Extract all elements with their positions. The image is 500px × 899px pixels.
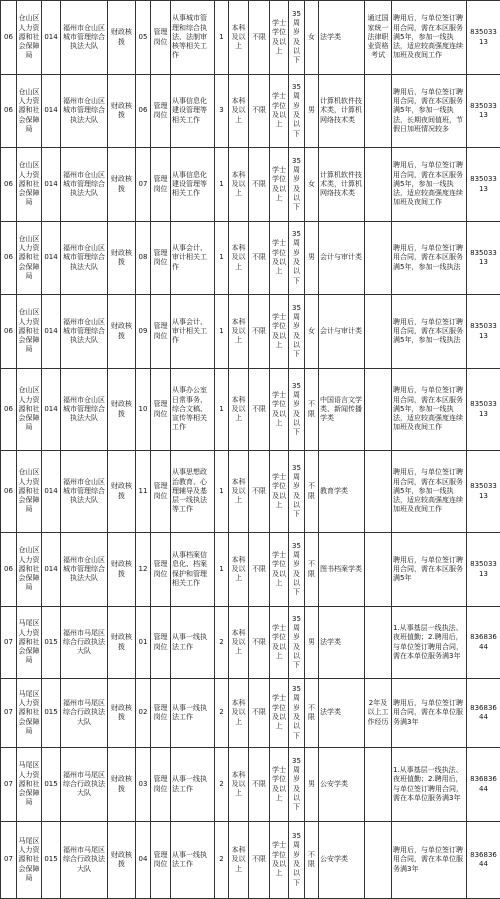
cell-education: 本科及以上 <box>229 148 249 222</box>
cell-gender: 不限 <box>305 533 319 607</box>
cell-post-duty: 从事档案信息化、档案保护和管理相关工作 <box>171 533 215 607</box>
cell-post-duty: 从事一线执法工作 <box>171 607 215 679</box>
table-row <box>1 451 500 533</box>
cell-recruiter: 仓山区人力资源和社会保障局 <box>17 148 42 222</box>
cell-post-duty: 从事城市管理和综合执法、法制审核等相关工作 <box>171 1 215 75</box>
cell-notes: 聘用后，与单位签订聘用合同，需在本区服务满5年，参加一线执法，适应较高强度连续加班及夜间工作 <box>392 148 467 222</box>
cell-recruiter: 马尾区人力资源和社会保障局 <box>17 679 42 748</box>
table-row <box>1 607 500 679</box>
cell-degree: 学士学位及以上 <box>270 1 289 75</box>
cell-education: 本科及以上 <box>229 822 249 899</box>
cell-post-code: 01 <box>136 607 151 679</box>
cell-post-type: 管理岗位 <box>151 1 171 75</box>
cell-degree: 学士学位及以上 <box>270 222 289 295</box>
cell-post-duty: 从事办公室日常事务、综合文稿、宣传等相关工作 <box>171 369 215 451</box>
cell-funding-type: 财政核拨 <box>108 222 136 295</box>
cell-other-req <box>365 369 392 451</box>
table-row <box>1 295 500 369</box>
cell-gender: 女 <box>305 1 319 75</box>
cell-age-limit: 35周岁及以下 <box>289 295 305 369</box>
cell-age-req: 不限 <box>249 533 270 607</box>
cell-hire-count: 2 <box>215 822 229 899</box>
cell-phone: 83683644 <box>467 679 500 748</box>
cell-education: 本科及以上 <box>229 679 249 748</box>
cell-recruiter: 仓山区人力资源和社会保障局 <box>17 75 42 148</box>
cell-education: 本科及以上 <box>229 607 249 679</box>
cell-age-req: 不限 <box>249 222 270 295</box>
cell-education: 本科及以上 <box>229 451 249 533</box>
cell-hire-count: 3 <box>215 75 229 148</box>
cell-region-code: 06 <box>1 451 17 533</box>
cell-recruiter: 马尾区人力资源和社会保障局 <box>17 822 42 899</box>
cell-education: 本科及以上 <box>229 295 249 369</box>
cell-post-type: 管理岗位 <box>151 748 171 822</box>
cell-notes: 聘用后，与单位签订聘用合同，需在本区服务满5年，参加一线执法，适应较高强度连续加班及夜间工作 <box>392 451 467 533</box>
cell-age-req: 不限 <box>249 295 270 369</box>
cell-age-limit: 35周岁及以下 <box>289 607 305 679</box>
cell-major: 会计与审计类 <box>319 222 365 295</box>
cell-major: 中国语言文学类、新闻传播学类 <box>319 369 365 451</box>
cell-gender: 不限 <box>305 679 319 748</box>
cell-phone: 83503313 <box>467 222 500 295</box>
cell-other-req <box>365 222 392 295</box>
cell-major: 图书档案学类 <box>319 533 365 607</box>
cell-phone: 83683644 <box>467 748 500 822</box>
cell-major: 法学类 <box>319 607 365 679</box>
cell-degree: 学士学位及以上 <box>270 748 289 822</box>
cell-unit-code: 014 <box>42 148 61 222</box>
cell-age-req: 不限 <box>249 679 270 748</box>
cell-region-code: 06 <box>1 1 17 75</box>
cell-unit-code: 014 <box>42 295 61 369</box>
cell-post-code: 09 <box>136 295 151 369</box>
cell-post-duty: 从事思想政治教育、心理辅导及基层一线执法等工作 <box>171 451 215 533</box>
cell-funding-type: 财政核拨 <box>108 369 136 451</box>
cell-age-limit: 35周岁及以下 <box>289 222 305 295</box>
cell-notes: 聘用后，与单位签订聘用合同，需在本单位服务满3年 <box>392 822 467 899</box>
cell-post-duty: 从事会计、审计相关工作 <box>171 222 215 295</box>
cell-other-req <box>365 295 392 369</box>
cell-age-limit: 35周岁及以下 <box>289 451 305 533</box>
cell-post-duty: 从事会计、审计相关工作 <box>171 295 215 369</box>
cell-region-code: 06 <box>1 148 17 222</box>
cell-unit-code: 014 <box>42 222 61 295</box>
cell-notes: 1.从事基层一线执法、夜班值勤；2.聘用后，与单位签订聘用合同，需在本单位服务满3年 <box>392 748 467 822</box>
cell-recruiter: 仓山区人力资源和社会保障局 <box>17 533 42 607</box>
cell-hire-count: 2 <box>215 748 229 822</box>
cell-unit-name: 福州市马尾区综合行政执法大队 <box>61 679 108 748</box>
cell-gender: 不限 <box>305 369 319 451</box>
cell-unit-name: 福州市仓山区城市管理综合执法大队 <box>61 1 108 75</box>
cell-major: 法学类 <box>319 679 365 748</box>
cell-region-code: 07 <box>1 748 17 822</box>
cell-other-req <box>365 148 392 222</box>
cell-other-req <box>365 607 392 679</box>
cell-hire-count: 2 <box>215 607 229 679</box>
cell-post-duty: 从事一线执法工作 <box>171 679 215 748</box>
cell-funding-type: 财政核拨 <box>108 451 136 533</box>
cell-hire-count: 1 <box>215 451 229 533</box>
cell-hire-count: 1 <box>215 148 229 222</box>
cell-region-code: 06 <box>1 75 17 148</box>
table-row <box>1 369 500 451</box>
cell-recruiter: 马尾区人力资源和社会保障局 <box>17 748 42 822</box>
cell-funding-type: 财政核拨 <box>108 822 136 899</box>
cell-post-code: 04 <box>136 822 151 899</box>
cell-funding-type: 财政核拨 <box>108 295 136 369</box>
cell-funding-type: 财政核拨 <box>108 75 136 148</box>
cell-gender: 男 <box>305 607 319 679</box>
cell-region-code: 06 <box>1 369 17 451</box>
cell-age-req: 不限 <box>249 748 270 822</box>
cell-region-code: 06 <box>1 295 17 369</box>
table-row <box>1 748 500 822</box>
cell-phone: 83503313 <box>467 451 500 533</box>
cell-age-limit: 35周岁及以下 <box>289 75 305 148</box>
cell-notes: 聘用后，与单位签订聘用合同，需在本区服务满5年，参加一线执法 <box>392 222 467 295</box>
cell-notes: 聘用后，与单位签订聘用合同，需在本区服务满5年，参加一线执法，长期夜间值班，节假日加班情况较多 <box>392 75 467 148</box>
cell-region-code: 06 <box>1 222 17 295</box>
cell-post-code: 05 <box>136 1 151 75</box>
cell-notes: 聘用后，与单位签订聘用合同，需在本区服务满5年，参加一线执法 <box>392 295 467 369</box>
cell-unit-name: 福州市仓山区城市管理综合执法大队 <box>61 148 108 222</box>
cell-gender: 不限 <box>305 822 319 899</box>
cell-major: 会计与审计类 <box>319 295 365 369</box>
cell-unit-name: 福州市马尾区综合行政执法大队 <box>61 607 108 679</box>
cell-major: 教育学类 <box>319 451 365 533</box>
cell-major: 法学类 <box>319 1 365 75</box>
cell-hire-count: 1 <box>215 222 229 295</box>
cell-funding-type: 财政核拨 <box>108 679 136 748</box>
cell-post-duty: 从事一线执法工作 <box>171 822 215 899</box>
cell-degree: 学士学位及以上 <box>270 451 289 533</box>
cell-gender: 女 <box>305 295 319 369</box>
cell-other-req <box>365 75 392 148</box>
table-row <box>1 222 500 295</box>
cell-notes: 聘用后，与单位签订聘用合同，需在本区服务满5年，参加一线执法，适应较高强度连续加班及夜间工作 <box>392 1 467 75</box>
cell-notes: 1.从事基层一线执法、夜班值勤；2.聘用后，与单位签订聘用合同，需在本单位服务满3年 <box>392 607 467 679</box>
cell-gender: 男 <box>305 222 319 295</box>
cell-notes: 聘用后，与单位签订聘用合同，需在本单位服务满3年 <box>392 679 467 748</box>
cell-post-code: 02 <box>136 679 151 748</box>
cell-region-code: 07 <box>1 679 17 748</box>
cell-phone: 83503313 <box>467 533 500 607</box>
table-row <box>1 822 500 899</box>
cell-unit-name: 福州市马尾区综合行政执法大队 <box>61 822 108 899</box>
cell-age-limit: 35周岁及以下 <box>289 1 305 75</box>
cell-post-type: 管理岗位 <box>151 451 171 533</box>
cell-age-req: 不限 <box>249 148 270 222</box>
cell-gender: 男 <box>305 748 319 822</box>
cell-post-type: 管理岗位 <box>151 822 171 899</box>
cell-education: 本科及以上 <box>229 1 249 75</box>
cell-age-req: 不限 <box>249 607 270 679</box>
table-row <box>1 75 500 148</box>
cell-recruiter: 仓山区人力资源和社会保障局 <box>17 451 42 533</box>
cell-unit-code: 015 <box>42 679 61 748</box>
cell-hire-count: 1 <box>215 533 229 607</box>
cell-unit-code: 014 <box>42 75 61 148</box>
cell-funding-type: 财政核拨 <box>108 533 136 607</box>
cell-degree: 学士学位及以上 <box>270 75 289 148</box>
cell-funding-type: 财政核拨 <box>108 1 136 75</box>
cell-post-code: 08 <box>136 222 151 295</box>
cell-other-req <box>365 451 392 533</box>
cell-post-code: 12 <box>136 533 151 607</box>
cell-education: 本科及以上 <box>229 369 249 451</box>
cell-education: 本科及以上 <box>229 533 249 607</box>
cell-phone: 83683644 <box>467 607 500 679</box>
cell-unit-name: 福州市仓山区城市管理综合执法大队 <box>61 222 108 295</box>
cell-funding-type: 财政核拨 <box>108 148 136 222</box>
cell-unit-code: 015 <box>42 822 61 899</box>
cell-phone: 83503313 <box>467 148 500 222</box>
cell-degree: 学士学位及以上 <box>270 295 289 369</box>
cell-other-req <box>365 748 392 822</box>
cell-unit-name: 福州市仓山区城市管理综合执法大队 <box>61 533 108 607</box>
cell-education: 本科及以上 <box>229 75 249 148</box>
cell-age-limit: 35周岁及以下 <box>289 533 305 607</box>
cell-age-limit: 35周岁及以下 <box>289 679 305 748</box>
cell-notes: 聘用后，与单位签订聘用合同，需在本区服务满5年 <box>392 533 467 607</box>
cell-degree: 学士学位及以上 <box>270 533 289 607</box>
cell-post-code: 03 <box>136 748 151 822</box>
cell-other-req <box>365 822 392 899</box>
cell-post-code: 10 <box>136 369 151 451</box>
cell-post-type: 管理岗位 <box>151 533 171 607</box>
cell-age-req: 不限 <box>249 1 270 75</box>
cell-region-code: 07 <box>1 822 17 899</box>
cell-age-limit: 35周岁及以下 <box>289 369 305 451</box>
cell-age-req: 不限 <box>249 451 270 533</box>
cell-other-req: 通过国家统一法律职业资格考试 <box>365 1 392 75</box>
cell-degree: 学士学位及以上 <box>270 679 289 748</box>
cell-unit-code: 015 <box>42 607 61 679</box>
cell-hire-count: 2 <box>215 679 229 748</box>
cell-age-req: 不限 <box>249 75 270 148</box>
cell-age-limit: 35周岁及以下 <box>289 748 305 822</box>
cell-education: 本科及以上 <box>229 748 249 822</box>
cell-post-type: 管理岗位 <box>151 679 171 748</box>
cell-other-req: 2年及以上工作经历 <box>365 679 392 748</box>
table-row <box>1 1 500 75</box>
cell-unit-name: 福州市马尾区综合行政执法大队 <box>61 748 108 822</box>
cell-post-duty: 从事一线执法工作 <box>171 748 215 822</box>
cell-post-duty: 从事信息化建设管理等相关工作 <box>171 148 215 222</box>
cell-unit-code: 014 <box>42 369 61 451</box>
cell-post-type: 管理岗位 <box>151 148 171 222</box>
cell-recruiter: 马尾区人力资源和社会保障局 <box>17 607 42 679</box>
cell-degree: 学士学位及以上 <box>270 822 289 899</box>
cell-unit-code: 014 <box>42 533 61 607</box>
cell-funding-type: 财政核拨 <box>108 607 136 679</box>
table-row <box>1 148 500 222</box>
cell-degree: 学士学位及以上 <box>270 607 289 679</box>
cell-unit-code: 014 <box>42 451 61 533</box>
cell-hire-count: 1 <box>215 369 229 451</box>
table-row <box>1 679 500 748</box>
cell-unit-code: 015 <box>42 748 61 822</box>
cell-unit-name: 福州市仓山区城市管理综合执法大队 <box>61 451 108 533</box>
cell-unit-name: 福州市仓山区城市管理综合执法大队 <box>61 369 108 451</box>
cell-degree: 学士学位及以上 <box>270 148 289 222</box>
cell-funding-type: 财政核拨 <box>108 748 136 822</box>
cell-recruiter: 仓山区人力资源和社会保障局 <box>17 295 42 369</box>
cell-age-req: 不限 <box>249 822 270 899</box>
cell-age-limit: 35周岁及以下 <box>289 822 305 899</box>
cell-age-req: 不限 <box>249 369 270 451</box>
cell-post-code: 07 <box>136 148 151 222</box>
cell-post-code: 11 <box>136 451 151 533</box>
cell-phone: 83683644 <box>467 822 500 899</box>
cell-hire-count: 1 <box>215 295 229 369</box>
cell-region-code: 06 <box>1 533 17 607</box>
table-row <box>1 533 500 607</box>
cell-post-code: 06 <box>136 75 151 148</box>
cell-post-type: 管理岗位 <box>151 295 171 369</box>
cell-recruiter: 仓山区人力资源和社会保障局 <box>17 1 42 75</box>
cell-notes: 聘用后，与单位签订聘用合同，需在本区服务满5年，参加一线执法，适应较高强度连续加班及夜间工作 <box>392 369 467 451</box>
cell-hire-count: 1 <box>215 1 229 75</box>
cell-recruiter: 仓山区人力资源和社会保障局 <box>17 222 42 295</box>
cell-unit-name: 福州市仓山区城市管理综合执法大队 <box>61 75 108 148</box>
cell-major: 计算机软件技术类，计算机网络技术类 <box>319 148 365 222</box>
cell-education: 本科及以上 <box>229 222 249 295</box>
cell-phone: 83503313 <box>467 295 500 369</box>
cell-post-type: 管理岗位 <box>151 75 171 148</box>
cell-phone: 83503313 <box>467 1 500 75</box>
cell-other-req <box>365 533 392 607</box>
cell-post-type: 管理岗位 <box>151 607 171 679</box>
cell-major: 公安学类 <box>319 748 365 822</box>
cell-post-duty: 从事信息化建设管理等相关工作 <box>171 75 215 148</box>
cell-post-type: 管理岗位 <box>151 369 171 451</box>
cell-degree: 学士学位及以上 <box>270 369 289 451</box>
cell-gender: 不限 <box>305 451 319 533</box>
cell-gender: 男 <box>305 75 319 148</box>
cell-unit-name: 福州市仓山区城市管理综合执法大队 <box>61 295 108 369</box>
cell-major: 公安学类 <box>319 822 365 899</box>
cell-phone: 83503313 <box>467 369 500 451</box>
cell-major: 计算机软件技术类，计算机网络技术类 <box>319 75 365 148</box>
cell-recruiter: 仓山区人力资源和社会保障局 <box>17 369 42 451</box>
cell-post-type: 管理岗位 <box>151 222 171 295</box>
cell-gender: 女 <box>305 148 319 222</box>
cell-region-code: 07 <box>1 607 17 679</box>
cell-unit-code: 014 <box>42 1 61 75</box>
cell-age-limit: 35周岁及以下 <box>289 148 305 222</box>
cell-phone: 83503313 <box>467 75 500 148</box>
